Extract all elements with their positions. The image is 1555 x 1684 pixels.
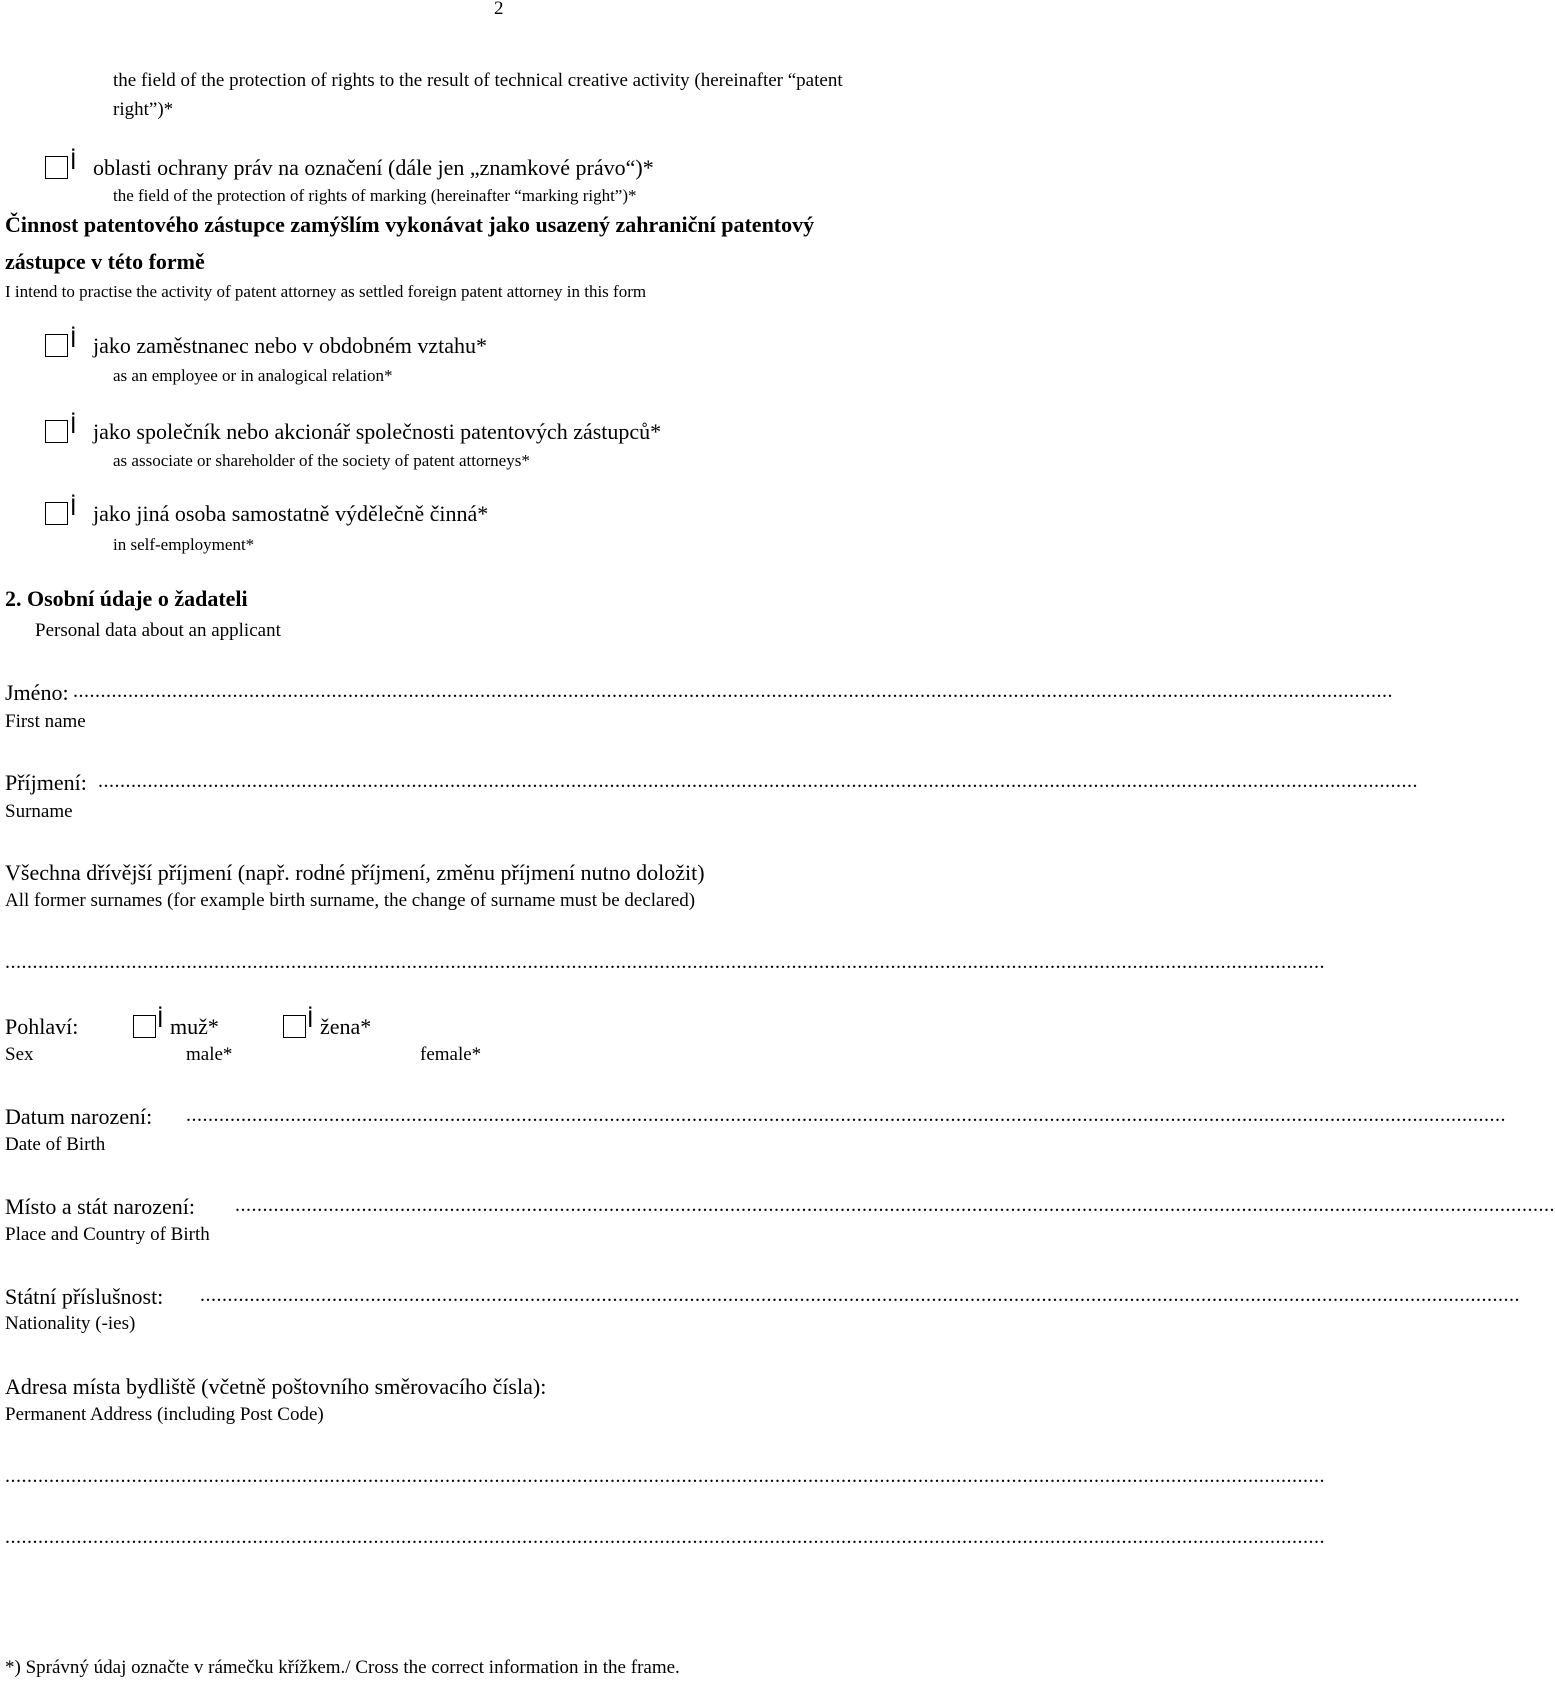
section-2-subtitle: Personal data about an applicant [35,620,281,641]
section-2-title: 2. Osobní údaje o žadateli [5,586,248,611]
sex-label: Pohlaví: [5,1014,79,1039]
nationality-english: Nationality (-ies) [5,1313,136,1334]
checkbox-mark-icon: İ [70,496,77,521]
female-label: žena* [320,1014,372,1039]
employee-czech: jako zaměstnanec nebo v obdobném vztahu* [93,333,488,358]
former-surnames-english: All former surnames (for example birth surname, the change of surname must be declared) [5,890,696,911]
associate-checkbox[interactable] [45,420,68,443]
first-name-english: First name [5,711,86,732]
former-surnames-label: Všechna dřívější příjmení (např. rodné příjmení, změnu příjmení nutno doložit) [5,860,705,885]
checkbox-mark-icon: İ [70,328,77,353]
male-english: male* [186,1044,233,1065]
date-of-birth-field[interactable]: ................................................................................................................................................................................................................................................ [186,1104,1506,1126]
date-of-birth-label: Datum narození: [5,1104,153,1129]
surname-field[interactable]: ................................................................................................................................................................................................................................................ [98,770,1418,792]
page-number: 2 [494,0,504,19]
checkbox-mark-icon: İ [157,1008,164,1033]
female-english: female* [420,1044,482,1065]
place-of-birth-field[interactable]: ................................................................................................................................................................................................................................................ [235,1194,1555,1216]
employee-checkbox[interactable] [45,334,68,357]
patent-right-english-line2: right”)* [113,99,174,120]
checkbox-mark-icon: İ [70,150,77,175]
activity-heading-english: I intend to practise the activity of patent attorney as settled foreign patent attorney in this form [5,282,647,301]
male-checkbox[interactable] [133,1015,156,1038]
nationality-label: Státní příslušnost: [5,1284,164,1309]
footnote: *) Správný údaj označte v rámečku křížkem./ Cross the correct information in the frame. [5,1657,680,1678]
place-of-birth-label: Místo a stát narození: [5,1194,196,1219]
place-of-birth-english: Place and Country of Birth [5,1224,210,1245]
activity-heading-line1: Činnost patentového zástupce zamýšlím vykonávat jako usazený zahraniční patentový [5,212,815,237]
female-checkbox[interactable] [283,1015,306,1038]
nationality-field[interactable]: ................................................................................................................................................................................................................................................ [200,1284,1520,1306]
self-employment-czech: jako jiná osoba samostatně výdělečně činná* [93,501,489,526]
surname-english: Surname [5,801,73,822]
address-field-line1[interactable]: ................................................................................................................................................................................................................................................ [5,1465,1325,1487]
employee-english: as an employee or in analogical relation* [113,366,393,385]
mark-right-english: the field of the protection of rights of marking (hereinafter “marking right”)* [113,186,637,205]
checkbox-mark-icon: İ [70,414,77,439]
former-surnames-field[interactable]: ................................................................................................................................................................................................................................................ [5,951,1325,973]
self-employment-english: in self-employment* [113,535,255,554]
male-label: muž* [170,1014,219,1039]
activity-heading-line2: zástupce v této formě [5,249,205,274]
patent-right-english-line1: the field of the protection of rights to the result of technical creative activity (hereinafter “patent [113,70,843,91]
self-employment-checkbox[interactable] [45,502,68,525]
associate-english: as associate or shareholder of the society of patent attorneys* [113,451,530,470]
address-field-line2[interactable]: ................................................................................................................................................................................................................................................ [5,1526,1325,1548]
checkbox-mark-icon: İ [307,1008,314,1033]
first-name-field[interactable]: ................................................................................................................................................................................................................................................ [73,680,1393,702]
address-english: Permanent Address (including Post Code) [5,1404,324,1425]
sex-english: Sex [5,1044,34,1065]
mark-right-checkbox[interactable] [45,156,68,179]
mark-right-czech: oblasti ochrany práv na označení (dále jen „znamkové právo“)* [93,155,654,180]
associate-czech: jako společník nebo akcionář společnosti patentových zástupců* [93,419,662,444]
first-name-label: Jméno: [5,680,69,705]
surname-label: Příjmení: [5,770,87,795]
date-of-birth-english: Date of Birth [5,1134,106,1155]
address-label: Adresa místa bydliště (včetně poštovního směrovacího čísla): [5,1374,547,1399]
